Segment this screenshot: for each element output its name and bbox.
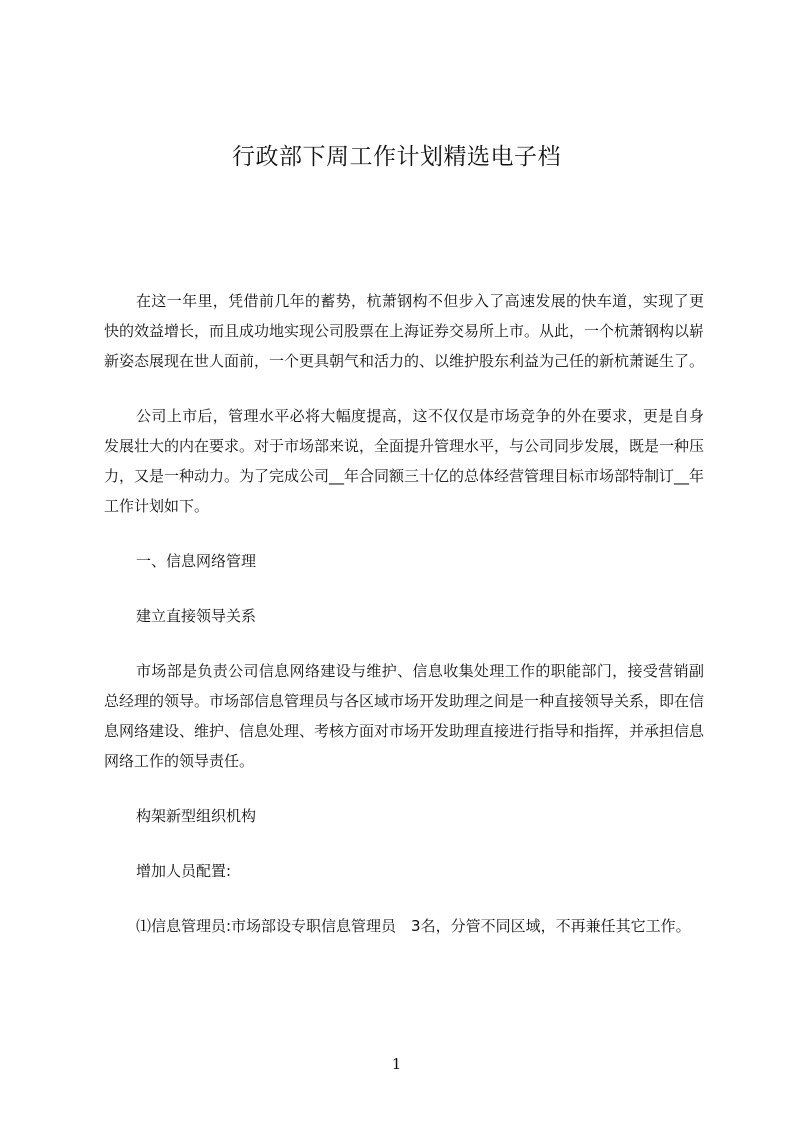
document-title: 行政部下周工作计划精选电子档 <box>232 144 561 170</box>
subheading-org-structure: 构架新型组织机构 <box>136 807 257 825</box>
paragraph-listing: 公司上市后，管理水平必将大幅度提高，这不仅仅是市场竞争的外在要求，更是自身发展壮大的内在要求。对于市场部来说，全面提升管理水平，与公司同步发展，既是一种压力，又是一种动力。为了完成公司__年合同额三十亿的总体经营管理目标市场部特制订__年工作计划如下。 <box>104 407 705 515</box>
subheading-staffing: 增加人员配置: <box>136 862 232 880</box>
page-number: 1 <box>391 1055 402 1073</box>
section-heading-info-network: 一、信息网络管理 <box>136 552 257 570</box>
paragraph-intro: 在这一年里，凭借前几年的蓄势，杭萧钢构不但步入了高速发展的快车道，实现了更快的效益增长，而且成功地实现公司股票在上海证券交易所上市。从此，一个杭萧钢构以崭新姿态展现在世人面前，一个更具朝气和活力的、以维护股东利益为己任的新杭萧诞生了。 <box>104 292 705 370</box>
subheading-direct-leadership: 建立直接领导关系 <box>136 607 257 625</box>
paragraph-market-department: 市场部是负责公司信息网络建设与维护、信息收集处理工作的职能部门，接受营销副总经理的领导。市场部信息管理员与各区域市场开发助理之间是一种直接领导关系，即在信息网络建设、维护、信息处理、考核方面对市场开发助理直接进行指导和指挥，并承担信息网络工作的领导责任。 <box>104 662 705 770</box>
document-body <box>104 286 704 941</box>
paragraph-info-manager: ⑴信息管理员:市场部设专职信息管理员 3名，分管不同区域，不再兼任其它工作。 <box>136 917 691 935</box>
